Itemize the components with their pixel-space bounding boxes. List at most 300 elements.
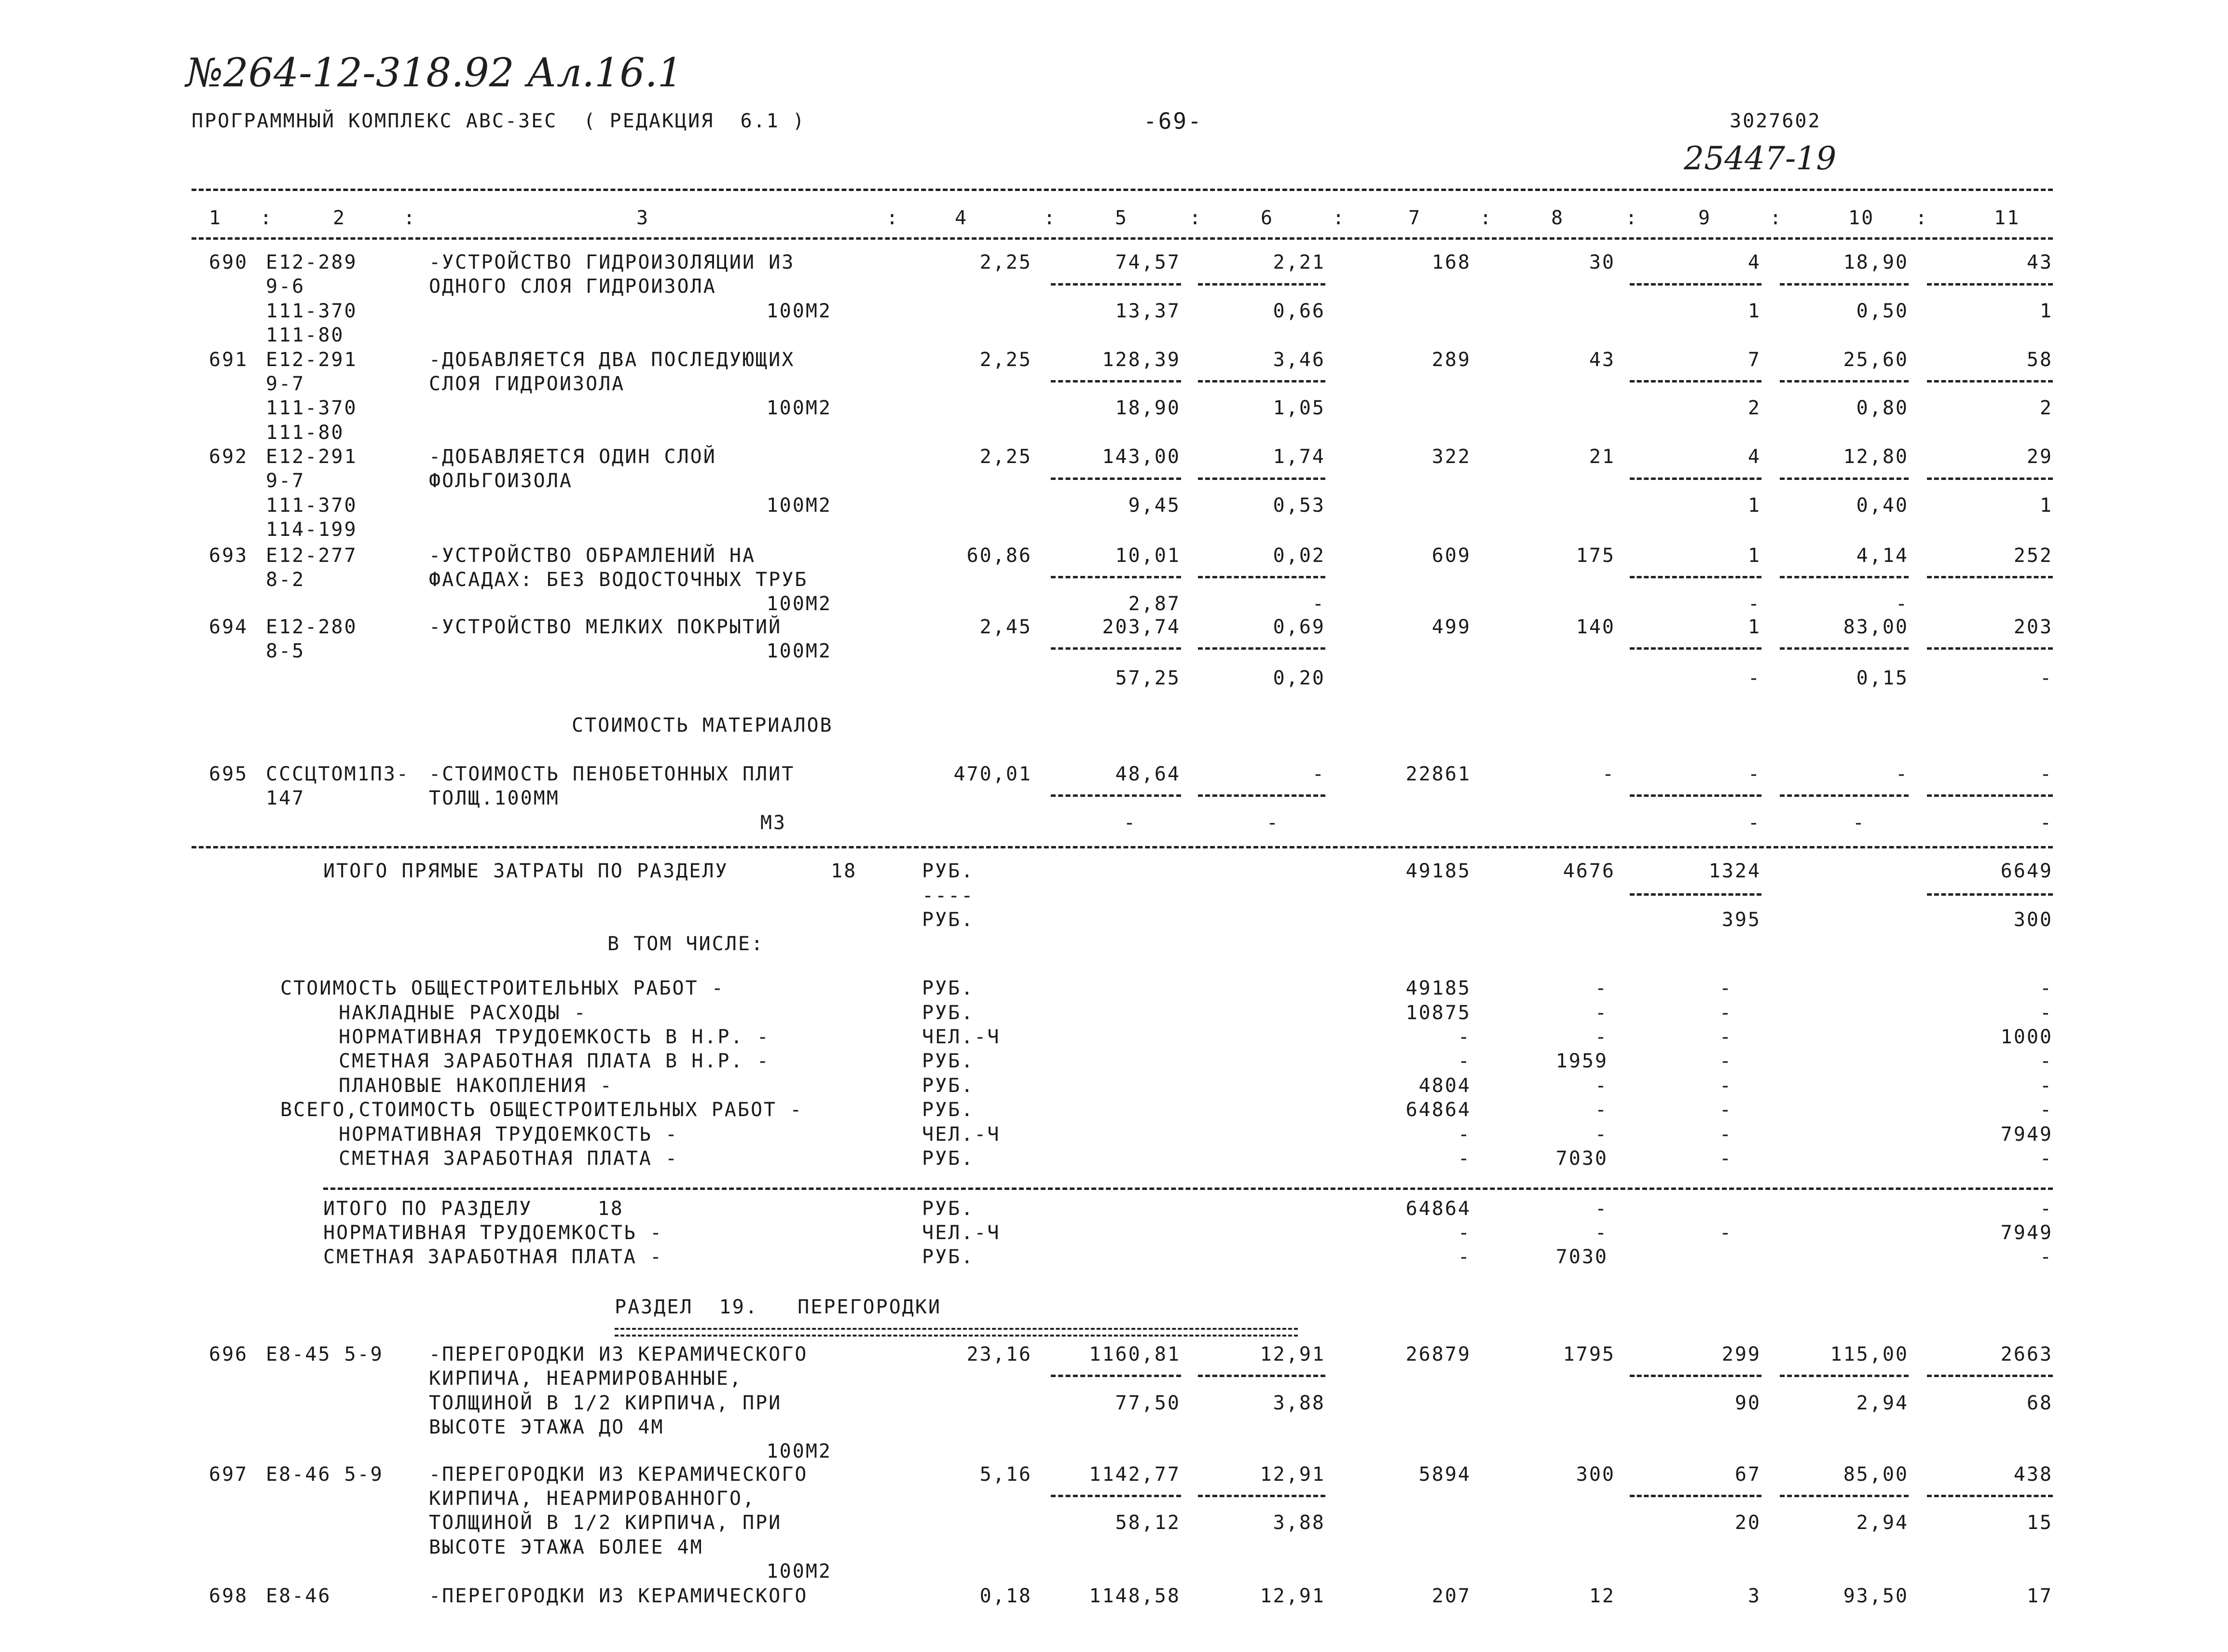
row-697-quantity: 5,16 (979, 1463, 1032, 1486)
row-695-subtotal-rule-c11 (1927, 794, 2053, 797)
row-690-code-line: 9-6 (266, 275, 305, 298)
row-697-description: ТОЛЩИНОЙ В 1/2 КИРПИЧА, ПРИ (429, 1512, 782, 1534)
breakdown-unit: ЧЕЛ.-Ч (922, 1123, 1001, 1146)
row-696-machinist-wage: 3,88 (1273, 1392, 1325, 1414)
row-692-description: -ДОБАВЛЯЕТСЯ ОДИН СЛОЙ (429, 446, 716, 468)
handwritten-section-code: 25447-19 (1684, 140, 1837, 177)
row-696-number: 696 (209, 1343, 248, 1365)
row-698-description: -ПЕРЕГОРОДКИ ИЗ КЕРАМИЧЕСКОГО (429, 1585, 808, 1607)
breakdown-total: - (1458, 1123, 1471, 1146)
row-695-subtotal-rule-c9 (1630, 794, 1761, 797)
row-694-code-line: 8-5 (266, 640, 305, 662)
row-698-wages: 12 (1589, 1585, 1615, 1607)
row-691-subtotal-rule-c10 (1780, 380, 1909, 382)
column-separator: : (1480, 207, 1493, 229)
section-total-rule (192, 846, 2053, 848)
row-695-labor-norm: - (1895, 763, 1909, 785)
row-693-unit: 100М2 (766, 593, 832, 615)
direct-costs-unit: РУБ. (922, 860, 975, 882)
section-total-wages: - (1595, 1222, 1608, 1244)
row-697-code: Е8-46 5-9 (266, 1463, 384, 1486)
row-695-unit: М3 (760, 812, 786, 834)
breakdown-machine: - (1719, 1099, 1733, 1121)
row-694-wages: 140 (1576, 616, 1615, 638)
row-692-unit: 100М2 (766, 494, 832, 517)
breakdown-label: НОРМАТИВНАЯ ТРУДОЕМКОСТЬ - (339, 1123, 679, 1146)
row-693-unit-cost: 10,01 (1115, 545, 1181, 567)
breakdown-label: НОРМАТИВНАЯ ТРУДОЕМКОСТЬ В Н.Р. - (339, 1026, 770, 1048)
row-691-wages: 43 (1589, 349, 1615, 371)
breakdown-unit: РУБ. (922, 977, 975, 999)
row-694-description: -УСТРОЙСТВО МЕЛКИХ ПОКРЫТИЙ (429, 616, 782, 638)
row-697-description: -ПЕРЕГОРОДКИ ИЗ КЕРАМИЧЕСКОГО (429, 1463, 808, 1486)
handwritten-document-number: №264-12-318.92 Ал.16.1 (186, 50, 683, 96)
row-698-labor-total: 17 (2026, 1585, 2053, 1607)
row-690-unit: 100М2 (766, 300, 832, 322)
row-697-unit: 100М2 (766, 1560, 832, 1583)
breakdown-label: СМЕТНАЯ ЗАРАБОТНАЯ ПЛАТА В Н.Р. - (339, 1050, 770, 1072)
row-698-unit-cost: 1148,58 (1089, 1585, 1181, 1607)
row-695-quantity: 470,01 (953, 763, 1032, 785)
row-697-description: КИРПИЧА, НЕАРМИРОВАННОГО, (429, 1488, 756, 1510)
breakdown-labor: 1000 (2000, 1026, 2053, 1048)
row-695-wage-rate: - (1123, 812, 1137, 834)
column-separator: : (1189, 207, 1203, 229)
row-691-subtotal-rule-c6 (1198, 380, 1325, 382)
row-693-subtotal-rule-c10 (1780, 576, 1909, 578)
direct-costs-labor: 6649 (2000, 860, 2053, 882)
row-693-code: Е12-277 (266, 545, 358, 567)
row-690-wage-rate: 13,37 (1115, 300, 1181, 322)
row-694-total-cost: 499 (1431, 616, 1471, 638)
breakdown-total: - (1458, 1147, 1471, 1170)
row-697-machine-total: 67 (1734, 1463, 1761, 1486)
document-code: 3027602 (1730, 110, 1821, 132)
row-695-machinist-labor-total: - (2039, 812, 2053, 834)
row-694-quantity: 2,45 (979, 616, 1032, 638)
including-title: В ТОМ ЧИСЛЕ: (607, 933, 764, 955)
breakdown-machine: - (1719, 1050, 1733, 1072)
column-separator: : (1915, 207, 1929, 229)
column-separator: : (1333, 207, 1346, 229)
row-691-description: СЛОЯ ГИДРОИЗОЛА (429, 373, 625, 395)
row-695-machine-cost: - (1312, 763, 1325, 785)
row-691-subtotal-rule-c5 (1051, 380, 1181, 382)
row-694-number: 694 (209, 616, 248, 638)
row-697-machine-cost: 12,91 (1260, 1463, 1325, 1486)
row-692-labor-total: 29 (2026, 446, 2053, 468)
row-694-subtotal-rule-c10 (1780, 647, 1909, 650)
row-692-machine-total: 4 (1747, 446, 1761, 468)
program-name-header: ПРОГРАММНЫЙ КОМПЛЕКС АВС-3ЕС ( РЕДАКЦИЯ 6.1 ) (192, 110, 806, 132)
breakdown-unit: РУБ. (922, 1050, 975, 1072)
section-total-label: СМЕТНАЯ ЗАРАБОТНАЯ ПЛАТА - (323, 1246, 663, 1268)
row-696-code: Е8-45 5-9 (266, 1343, 384, 1365)
column-header-8: 8 (1551, 207, 1565, 229)
row-696-machinist-total: 90 (1734, 1392, 1761, 1414)
row-694-subtotal-rule-c9 (1630, 647, 1761, 650)
direct-costs-machine: 1324 (1708, 860, 1761, 882)
row-696-subtotal-rule-c6 (1198, 1375, 1325, 1377)
section-total-machine: - (1719, 1222, 1733, 1244)
row-697-subtotal-rule-c11 (1927, 1495, 2053, 1497)
row-697-wage-rate: 58,12 (1115, 1512, 1181, 1534)
row-697-labor-total: 438 (2013, 1463, 2053, 1486)
row-697-description: ВЫСОТЕ ЭТАЖА БОЛЕЕ 4М (429, 1536, 703, 1558)
row-696-unit: 100М2 (766, 1440, 832, 1462)
breakdown-total: - (1458, 1050, 1471, 1072)
row-697-subtotal-rule-c9 (1630, 1495, 1761, 1497)
column-separator: : (886, 207, 900, 229)
row-694-subtotal-rule-c5 (1051, 647, 1181, 650)
breakdown-labor: - (2039, 1002, 2053, 1024)
row-691-subtotal-rule-c9 (1630, 380, 1761, 382)
direct-costs-machinist: 395 (1721, 909, 1761, 931)
row-693-subtotal-rule-c11 (1927, 576, 2053, 578)
section-total-labor: - (2039, 1198, 2053, 1220)
row-692-code-line: 114-199 (266, 519, 358, 541)
row-693-machine-cost: 0,02 (1273, 545, 1325, 567)
page-number: -69- (1143, 108, 1203, 134)
row-692-total-cost: 322 (1431, 446, 1471, 468)
breakdown-wages: 7030 (1555, 1147, 1608, 1170)
row-696-wages: 1795 (1563, 1343, 1615, 1365)
table-top-rule (192, 189, 2053, 191)
breakdown-total: 49185 (1405, 977, 1471, 999)
breakdown-label: ВСЕГО,СТОИМОСТЬ ОБЩЕСТРОИТЕЛЬНЫХ РАБОТ - (280, 1099, 803, 1121)
row-692-code: Е12-291 (266, 446, 358, 468)
row-692-quantity: 2,25 (979, 446, 1032, 468)
row-692-code-line: 111-370 (266, 494, 358, 517)
row-695-machinist-labor: - (1852, 812, 1866, 834)
row-691-machinist-wage: 1,05 (1273, 397, 1325, 419)
column-separator: : (1044, 207, 1057, 229)
row-691-machinist-labor: 0,80 (1856, 397, 1909, 419)
row-697-wages: 300 (1576, 1463, 1615, 1486)
breakdown-machine: - (1719, 1026, 1733, 1048)
row-695-subtotal-rule-c6 (1198, 794, 1325, 797)
direct-costs-rule-c11 (1927, 893, 2053, 896)
row-697-number: 697 (209, 1463, 248, 1486)
column-separator: : (403, 207, 417, 229)
row-692-machinist-labor-total: 1 (2039, 494, 2053, 517)
column-header-4: 4 (955, 207, 968, 229)
row-696-total-cost: 26879 (1405, 1343, 1471, 1365)
row-698-machine-cost: 12,91 (1260, 1585, 1325, 1607)
row-694-machinist-labor: 0,15 (1856, 667, 1909, 689)
row-691-machinist-labor-total: 2 (2039, 397, 2053, 419)
row-697-subtotal-rule-c6 (1198, 1495, 1325, 1497)
direct-costs-section: 18 (831, 860, 857, 882)
breakdown-wages: - (1595, 1075, 1608, 1097)
breakdown-unit: РУБ. (922, 1099, 975, 1121)
row-692-subtotal-rule-c5 (1051, 478, 1181, 480)
row-696-subtotal-rule-c5 (1051, 1375, 1181, 1377)
row-696-description: ТОЛЩИНОЙ В 1/2 КИРПИЧА, ПРИ (429, 1392, 782, 1414)
section-19-title: РАЗДЕЛ 19. ПЕРЕГОРОДКИ (615, 1296, 942, 1318)
row-696-quantity: 23,16 (966, 1343, 1032, 1365)
row-692-subtotal-rule-c9 (1630, 478, 1761, 480)
row-696-machinist-labor: 2,94 (1856, 1392, 1909, 1414)
row-691-code-line: 111-370 (266, 397, 358, 419)
breakdown-label: НАКЛАДНЫЕ РАСХОДЫ - (339, 1002, 587, 1024)
column-header-11: 11 (1994, 207, 2021, 229)
column-separator: : (1625, 207, 1639, 229)
row-693-machinist-labor: - (1895, 593, 1909, 615)
column-header-10: 10 (1848, 207, 1875, 229)
section-total-value: - (1458, 1246, 1471, 1268)
row-694-code: Е12-280 (266, 616, 358, 638)
row-695-machinist-total: - (1747, 812, 1761, 834)
column-header-6: 6 (1261, 207, 1274, 229)
row-693-quantity: 60,86 (966, 545, 1032, 567)
section-total-value: 64864 (1405, 1198, 1471, 1220)
row-695-subtotal-rule-c10 (1780, 794, 1909, 797)
row-690-subtotal-rule-c9 (1630, 283, 1761, 286)
row-695-subtotal-rule-c5 (1051, 794, 1181, 797)
row-697-machinist-labor-total: 15 (2026, 1512, 2053, 1534)
breakdown-machine: - (1719, 977, 1733, 999)
row-690-machinist-total: 1 (1747, 300, 1761, 322)
table-header-rule (192, 237, 2053, 240)
row-693-subtotal-rule-c6 (1198, 576, 1325, 578)
row-692-subtotal-rule-c11 (1927, 478, 2053, 480)
direct-costs-rule-c9 (1630, 893, 1761, 896)
section-19-double-rule (615, 1328, 1298, 1337)
row-690-description: ОДНОГО СЛОЯ ГИДРОИЗОЛА (429, 275, 716, 298)
row-694-subtotal-rule-c6 (1198, 647, 1325, 650)
breakdown-total: 4804 (1418, 1075, 1471, 1097)
direct-costs-unit-rule: ---- (922, 885, 975, 907)
row-690-machinist-labor-total: 1 (2039, 300, 2053, 322)
row-693-labor-total: 252 (2013, 545, 2053, 567)
row-690-code-line: 111-370 (266, 300, 358, 322)
row-691-labor-total: 58 (2026, 349, 2053, 371)
row-691-code-line: 9-7 (266, 373, 305, 395)
breakdown-total: 10875 (1405, 1002, 1471, 1024)
row-691-labor-norm: 25,60 (1843, 349, 1909, 371)
row-690-labor-total: 43 (2026, 251, 2053, 273)
breakdown-labor: - (2039, 1050, 2053, 1072)
row-690-unit-cost: 74,57 (1115, 251, 1181, 273)
breakdown-labor: 7949 (2000, 1123, 2053, 1146)
breakdown-wages: 1959 (1555, 1050, 1608, 1072)
direct-costs-machinist-labor: 300 (2013, 909, 2053, 931)
breakdown-unit: ЧЕЛ.-Ч (922, 1026, 1001, 1048)
row-690-labor-norm: 18,90 (1843, 251, 1909, 273)
row-696-subtotal-rule-c11 (1927, 1375, 2053, 1377)
row-692-description: ФОЛЬГОИЗОЛА (429, 470, 573, 492)
row-695-description: -СТОИМОСТЬ ПЕНОБЕТОННЫХ ПЛИТ (429, 763, 795, 785)
row-694-labor-total: 203 (2013, 616, 2053, 638)
row-692-machinist-total: 1 (1747, 494, 1761, 517)
row-692-unit-cost: 143,00 (1102, 446, 1181, 468)
row-696-description: КИРПИЧА, НЕАРМИРОВАННЫЕ, (429, 1367, 743, 1390)
row-691-subtotal-rule-c11 (1927, 380, 2053, 382)
direct-costs-label: ИТОГО ПРЯМЫЕ ЗАТРАТЫ ПО РАЗДЕЛУ (323, 860, 729, 882)
breakdown-wages: - (1595, 1099, 1608, 1121)
row-695-number: 695 (209, 763, 248, 785)
row-693-wages: 175 (1576, 545, 1615, 567)
row-696-subtotal-rule-c10 (1780, 1375, 1909, 1377)
breakdown-label: ПЛАНОВЫЕ НАКОПЛЕНИЯ - (339, 1075, 613, 1097)
row-698-quantity: 0,18 (979, 1585, 1032, 1607)
row-694-machinist-wage: 0,20 (1273, 667, 1325, 689)
row-697-total-cost: 5894 (1418, 1463, 1471, 1486)
row-690-machinist-wage: 0,66 (1273, 300, 1325, 322)
row-693-description: ФАСАДАХ: БЕЗ ВОДОСТОЧНЫХ ТРУБ (429, 569, 808, 591)
row-694-unit: 100М2 (766, 640, 832, 662)
row-693-machinist-total: - (1747, 593, 1761, 615)
row-691-number: 691 (209, 349, 248, 371)
breakdown-wages: - (1595, 1026, 1608, 1048)
row-695-machinist-wage: - (1266, 812, 1279, 834)
row-690-quantity: 2,25 (979, 251, 1032, 273)
section-total-wages: 7030 (1555, 1246, 1608, 1268)
row-693-machinist-wage: - (1312, 593, 1325, 615)
column-header-9: 9 (1698, 207, 1712, 229)
row-697-subtotal-rule-c5 (1051, 1495, 1181, 1497)
row-691-unit-cost: 128,39 (1102, 349, 1181, 371)
column-header-1: 1 (209, 207, 222, 229)
row-692-labor-norm: 12,80 (1843, 446, 1909, 468)
row-693-subtotal-rule-c9 (1630, 576, 1761, 578)
breakdown-bottom-rule (323, 1188, 2053, 1190)
row-697-machinist-wage: 3,88 (1273, 1512, 1325, 1534)
row-695-code-line: 147 (266, 787, 305, 809)
breakdown-labor: - (2039, 1147, 2053, 1170)
section-total-labor: 7949 (2000, 1222, 2053, 1244)
breakdown-unit: РУБ. (922, 1002, 975, 1024)
section-total-unit: ЧЕЛ.-Ч (922, 1222, 1001, 1244)
row-695-labor-total: - (2039, 763, 2053, 785)
section-total-unit: РУБ. (922, 1198, 975, 1220)
row-690-subtotal-rule-c6 (1198, 283, 1325, 286)
breakdown-machine: - (1719, 1075, 1733, 1097)
row-696-description: ВЫСОТЕ ЭТАЖА ДО 4М (429, 1416, 664, 1438)
row-692-wages: 21 (1589, 446, 1615, 468)
row-696-machinist-labor-total: 68 (2026, 1392, 2053, 1414)
row-696-machine-cost: 12,91 (1260, 1343, 1325, 1365)
row-691-code: Е12-291 (266, 349, 358, 371)
row-690-description: -УСТРОЙСТВО ГИДРОИЗОЛЯЦИИ ИЗ (429, 251, 795, 273)
row-697-unit-cost: 1142,77 (1089, 1463, 1181, 1486)
column-separator: : (260, 207, 274, 229)
row-690-machinist-labor: 0,50 (1856, 300, 1909, 322)
row-692-machinist-labor: 0,40 (1856, 494, 1909, 517)
row-693-machine-total: 1 (1747, 545, 1761, 567)
row-693-description: -УСТРОЙСТВО ОБРАМЛЕНИЙ НА (429, 545, 756, 567)
row-692-machinist-wage: 0,53 (1273, 494, 1325, 517)
row-698-number: 698 (209, 1585, 248, 1607)
breakdown-machine: - (1719, 1147, 1733, 1170)
breakdown-machine: - (1719, 1123, 1733, 1146)
breakdown-labor: - (2039, 1075, 2053, 1097)
row-693-labor-norm: 4,14 (1856, 545, 1909, 567)
breakdown-total: - (1458, 1026, 1471, 1048)
materials-title: СТОИМОСТЬ МАТЕРИАЛОВ (572, 714, 833, 737)
row-695-total-cost: 22861 (1405, 763, 1471, 785)
row-697-subtotal-rule-c10 (1780, 1495, 1909, 1497)
breakdown-labor: - (2039, 977, 2053, 999)
row-690-code: Е12-289 (266, 251, 358, 273)
row-698-labor-norm: 93,50 (1843, 1585, 1909, 1607)
direct-costs-unit-2: РУБ. (922, 909, 975, 931)
row-691-wage-rate: 18,90 (1115, 397, 1181, 419)
row-692-code-line: 9-7 (266, 470, 305, 492)
row-691-total-cost: 289 (1431, 349, 1471, 371)
row-694-wage-rate: 57,25 (1115, 667, 1181, 689)
row-693-wage-rate: 2,87 (1128, 593, 1181, 615)
row-691-machine-total: 7 (1747, 349, 1761, 371)
row-697-machinist-labor: 2,94 (1856, 1512, 1909, 1534)
section-total-label: ИТОГО ПО РАЗДЕЛУ 18 (323, 1198, 624, 1220)
row-697-labor-norm: 85,00 (1843, 1463, 1909, 1486)
column-header-2: 2 (333, 207, 346, 229)
row-696-subtotal-rule-c9 (1630, 1375, 1761, 1377)
direct-costs-total: 49185 (1405, 860, 1471, 882)
breakdown-wages: - (1595, 977, 1608, 999)
row-690-machine-cost: 2,21 (1273, 251, 1325, 273)
row-692-wage-rate: 9,45 (1128, 494, 1181, 517)
row-696-description: -ПЕРЕГОРОДКИ ИЗ КЕРАМИЧЕСКОГО (429, 1343, 808, 1365)
row-693-code-line: 8-2 (266, 569, 305, 591)
row-691-description: -ДОБАВЛЯЕТСЯ ДВА ПОСЛЕДУЮЩИХ (429, 349, 795, 371)
row-690-machine-total: 4 (1747, 251, 1761, 273)
row-698-code: Е8-46 (266, 1585, 331, 1607)
column-separator: : (1770, 207, 1783, 229)
row-695-wages: - (1602, 763, 1615, 785)
row-690-total-cost: 168 (1431, 251, 1471, 273)
row-695-description: ТОЛЩ.100ММ (429, 787, 560, 809)
row-696-unit-cost: 1160,81 (1089, 1343, 1181, 1365)
breakdown-label: СТОИМОСТЬ ОБЩЕСТРОИТЕЛЬНЫХ РАБОТ - (280, 977, 725, 999)
row-694-labor-norm: 83,00 (1843, 616, 1909, 638)
breakdown-total: 64864 (1405, 1099, 1471, 1121)
row-695-machine-total: - (1747, 763, 1761, 785)
breakdown-wages: - (1595, 1123, 1608, 1146)
row-696-labor-total: 2663 (2000, 1343, 2053, 1365)
column-header-3: 3 (636, 207, 650, 229)
breakdown-unit: РУБ. (922, 1147, 975, 1170)
row-698-machine-total: 3 (1747, 1585, 1761, 1607)
breakdown-label: СМЕТНАЯ ЗАРАБОТНАЯ ПЛАТА - (339, 1147, 679, 1170)
breakdown-machine: - (1719, 1002, 1733, 1024)
direct-costs-wages: 4676 (1563, 860, 1615, 882)
row-694-machinist-labor-total: - (2039, 667, 2053, 689)
row-692-subtotal-rule-c6 (1198, 478, 1325, 480)
row-694-machine-total: 1 (1747, 616, 1761, 638)
breakdown-unit: РУБ. (922, 1075, 975, 1097)
row-693-number: 693 (209, 545, 248, 567)
column-header-5: 5 (1115, 207, 1128, 229)
section-total-labor: - (2039, 1246, 2053, 1268)
row-691-code-line: 111-80 (266, 422, 344, 444)
row-692-subtotal-rule-c10 (1780, 478, 1909, 480)
row-693-subtotal-rule-c5 (1051, 576, 1181, 578)
section-total-value: - (1458, 1222, 1471, 1244)
row-690-subtotal-rule-c5 (1051, 283, 1181, 286)
breakdown-wages: - (1595, 1002, 1608, 1024)
row-697-machinist-total: 20 (1734, 1512, 1761, 1534)
section-total-label: НОРМАТИВНАЯ ТРУДОЕМКОСТЬ - (323, 1222, 663, 1244)
row-690-subtotal-rule-c11 (1927, 283, 2053, 286)
row-695-code: СССЦТОМ1П3- (266, 763, 410, 785)
row-692-machine-cost: 1,74 (1273, 446, 1325, 468)
row-692-number: 692 (209, 446, 248, 468)
section-total-wages: - (1595, 1198, 1608, 1220)
row-696-machine-total: 299 (1721, 1343, 1761, 1365)
